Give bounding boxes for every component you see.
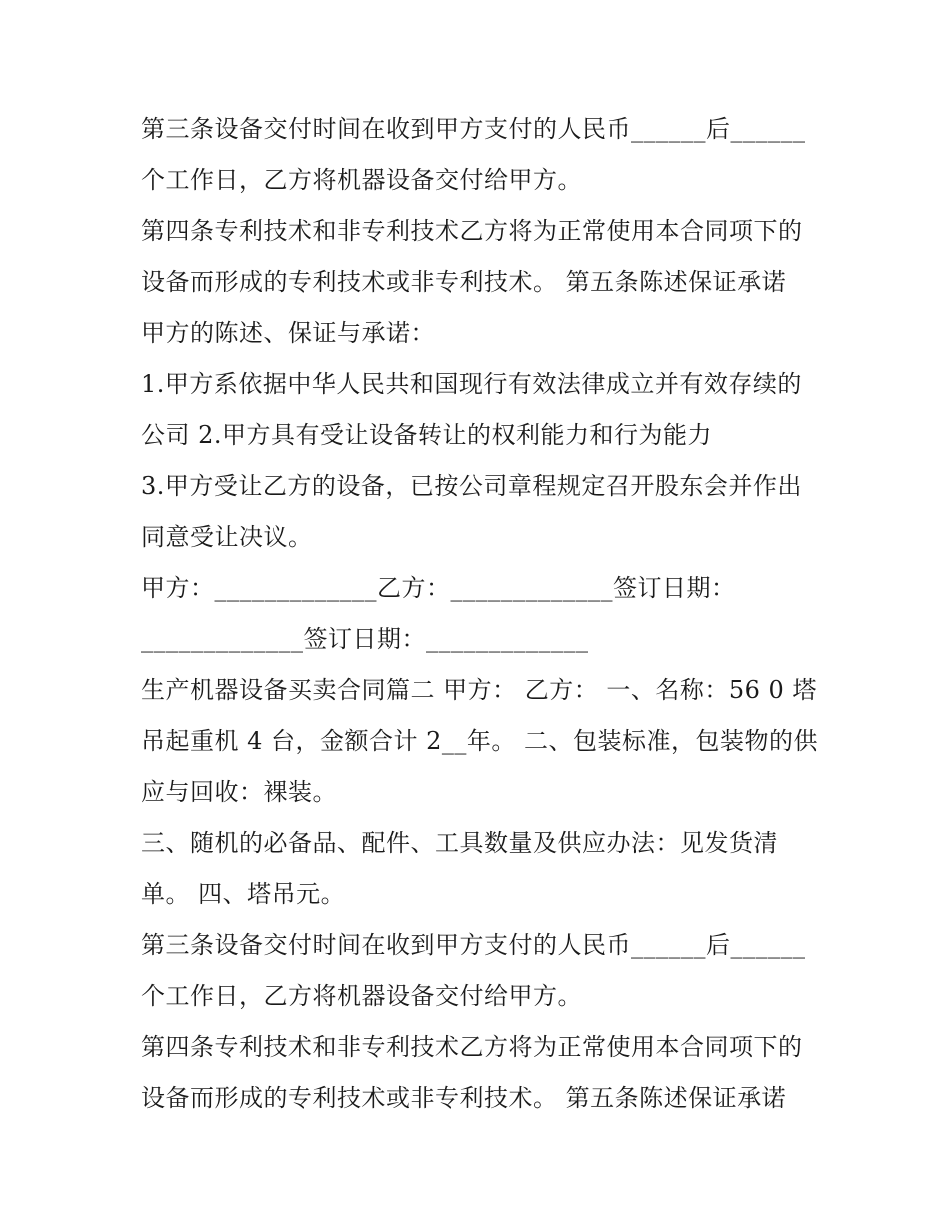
text-line: 3.甲方受让乙方的设备，已按公司章程规定召开股东会并作出: [141, 472, 802, 500]
text-line: 第四条专利技术和非专利技术乙方将为正常使用本合同项下的: [141, 1033, 803, 1061]
text-line: 三、随机的必备品、配件、工具数量及供应办法：见发货清: [141, 829, 778, 857]
text-line: 应与回收：裸装。: [141, 778, 337, 806]
text-line: 公司 2.甲方具有受让设备转让的权利能力和行为能力: [141, 421, 713, 449]
signature-line: _____________签订日期：_____________: [141, 625, 589, 653]
signature-line: 甲方：_____________乙方：_____________签订日期：: [141, 574, 736, 602]
text-line: 生产机器设备买卖合同篇二 甲方： 乙方： 一、名称：56 0 塔: [141, 676, 817, 704]
text-line: 个工作日，乙方将机器设备交付给甲方。: [141, 982, 582, 1010]
text-line: 单。 四、塔吊元。: [141, 880, 346, 908]
text-line: 个工作日，乙方将机器设备交付给甲方。: [141, 166, 582, 194]
text-line: 设备而形成的专利技术或非专利技术。 第五条陈述保证承诺: [141, 1084, 787, 1112]
document-body: [141, 104, 821, 1124]
text-line: 同意受让决议。: [141, 523, 313, 551]
text-line: 第三条设备交付时间在收到甲方支付的人民币______后______: [141, 931, 806, 959]
text-line: 吊起重机 4 台，金额合计 2__年。 二、包装标准，包装物的供: [141, 727, 819, 755]
text-line: 第四条专利技术和非专利技术乙方将为正常使用本合同项下的: [141, 217, 803, 245]
text-line: 第三条设备交付时间在收到甲方支付的人民币______后______: [141, 115, 806, 143]
text-line: 1.甲方系依据中华人民共和国现行有效法律成立并有效存续的: [141, 370, 802, 398]
text-line: 甲方的陈述、保证与承诺：: [141, 319, 435, 347]
text-line: 设备而形成的专利技术或非专利技术。 第五条陈述保证承诺: [141, 268, 787, 296]
